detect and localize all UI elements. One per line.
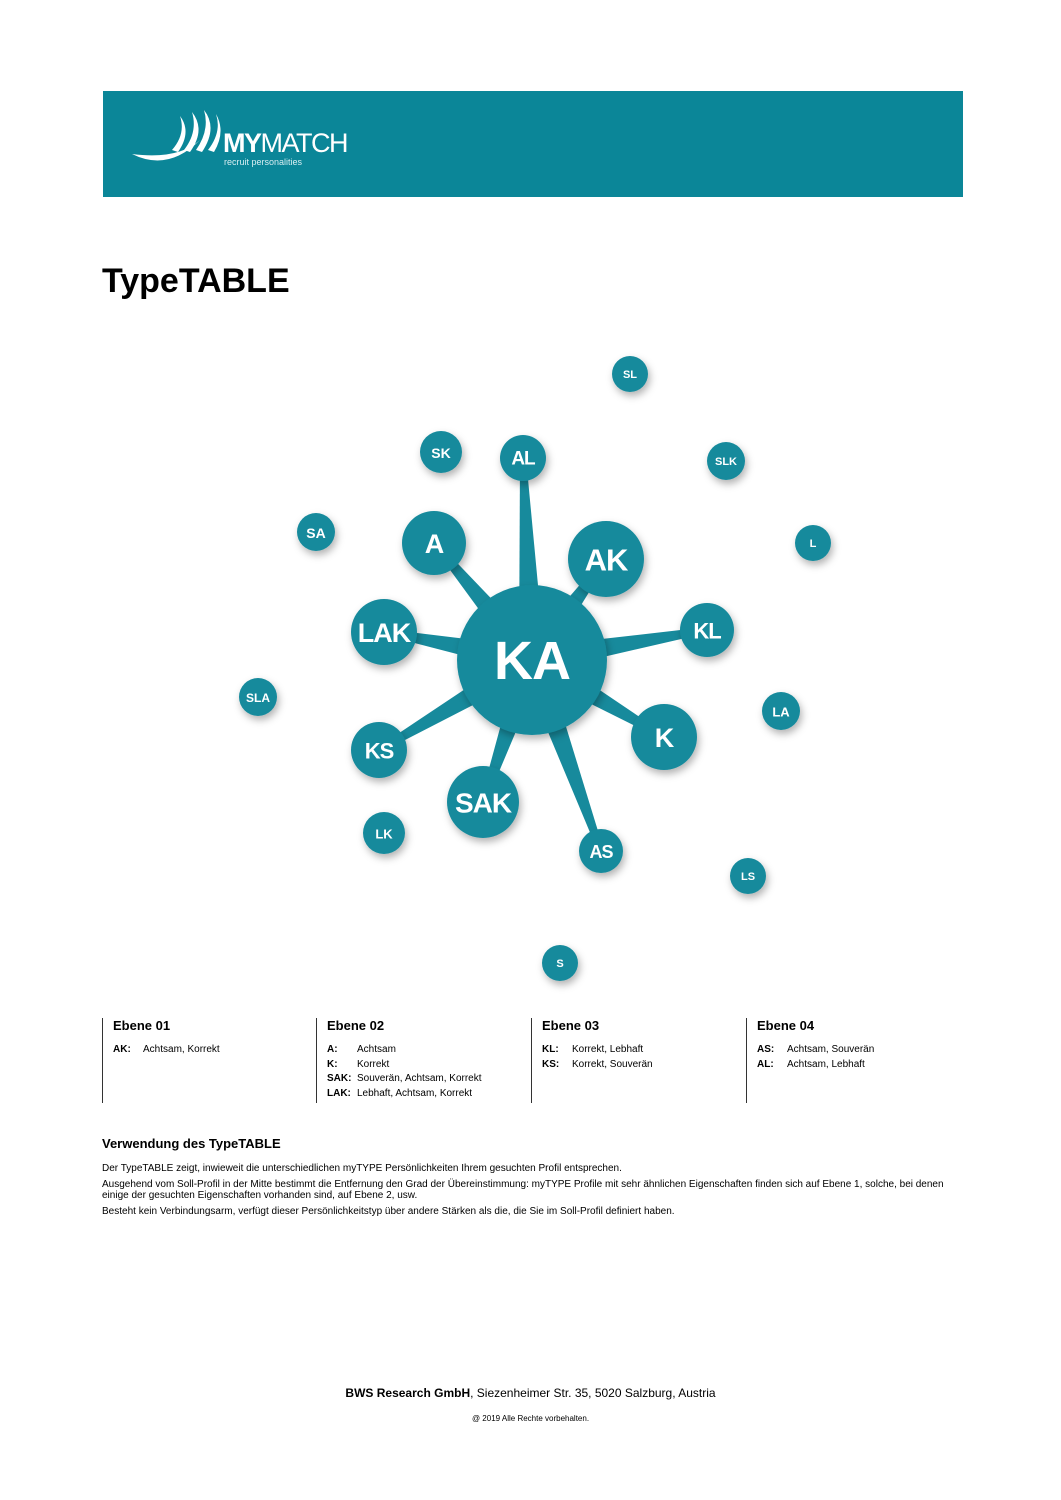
type-node-slk xyxy=(707,442,745,480)
type-node-as-label: AS xyxy=(589,842,613,862)
usage-text xyxy=(102,1163,962,1221)
type-node-ls-label: LS xyxy=(740,871,756,883)
usage-paragraph: Der TypeTABLE zeigt, inwieweit die unterschiedlichen myTYPE Persönlichkeiten Ihrem gesuchten Profil entsprechen. xyxy=(102,1163,622,1174)
center-node xyxy=(457,585,607,735)
legend-item: AS: Achtsam, Souverän xyxy=(757,1044,875,1055)
type-node-sk-label: SK xyxy=(431,445,451,461)
type-node-lak-label: LAK xyxy=(357,618,411,648)
type-node-al xyxy=(500,435,546,481)
type-node-la xyxy=(762,692,800,730)
page-title: TypeTABLE xyxy=(102,262,290,300)
type-node-lk xyxy=(363,812,405,854)
type-node-ks xyxy=(351,722,407,778)
type-node-sla-label: SLA xyxy=(246,691,270,705)
legend-item: AK: Achtsam, Korrekt xyxy=(113,1044,220,1055)
logo-wordmark: MYMATCH xyxy=(223,128,347,158)
type-node-lk-label: LK xyxy=(375,826,393,842)
type-node-s-label: S xyxy=(556,958,564,970)
type-node-sk xyxy=(420,431,462,473)
type-node-kl xyxy=(680,603,734,657)
legend-item: SAK: Souverän, Achtsam, Korrekt xyxy=(327,1073,482,1084)
usage-title: Verwendung des TypeTABLE xyxy=(102,1136,281,1151)
type-node-al-label: AL xyxy=(511,448,535,470)
type-node-ls xyxy=(730,858,766,894)
legend-title: Ebene 04 xyxy=(757,1018,815,1033)
type-node-s xyxy=(542,945,578,981)
type-node-ks-label: KS xyxy=(364,738,394,764)
type-node-l xyxy=(795,525,831,561)
legend-item: A: Achtsam xyxy=(327,1044,396,1055)
type-node-ak-label: AK xyxy=(584,542,628,578)
type-node-kl-label: KL xyxy=(693,618,721,644)
usage-paragraph: Besteht kein Verbindungsarm, verfügt dieser Persönlichkeitstyp über andere Stärken als die, die Sie im Soll-Profil definiert haben. xyxy=(102,1205,675,1217)
footer-copyright: @ 2019 Alle Rechte vorbehalten. xyxy=(471,1414,590,1423)
footer-address: BWS Research GmbH, Siezenheimer Str. 35, 5020 Salzburg, Austria xyxy=(345,1386,716,1400)
type-node-sa xyxy=(297,513,335,551)
legend-level-02 xyxy=(316,1018,516,1103)
legend-item: K: Korrekt xyxy=(327,1058,390,1070)
legend-title: Ebene 01 xyxy=(113,1018,171,1033)
type-node-as xyxy=(579,829,623,873)
type-node-sak-label: SAK xyxy=(454,787,512,819)
legend-level-01 xyxy=(102,1018,302,1103)
center-node-label: KA xyxy=(494,631,570,691)
type-node-sl-label: SL xyxy=(622,369,638,381)
type-node-sak xyxy=(447,766,519,838)
type-node-la-label: LA xyxy=(772,704,790,720)
legend-item: AL: Achtsam, Lebhaft xyxy=(757,1058,865,1070)
legend-item: KS: Korrekt, Souverän xyxy=(542,1058,653,1070)
logo-tagline: recruit personalities xyxy=(224,157,303,167)
type-node-sa-label: SA xyxy=(306,525,326,541)
legend-level-03 xyxy=(531,1018,731,1103)
type-node-ak xyxy=(568,521,644,597)
legend-level-04 xyxy=(746,1018,946,1103)
type-node-l-label: L xyxy=(809,538,817,550)
usage-paragraph: Ausgehend vom Soll-Profil in der Mitte bestimmt die Entfernung den Grad der Übereinstimmung: myTYPE Profile mit sehr ähnlichen Eigenschaften finden sich auf Ebene 1, solche, bei denen einige der gesuchten Eigenschaften vorhanden sind, auf Ebene 2, usw. xyxy=(102,1178,944,1201)
type-node-a-label: A xyxy=(424,529,444,559)
legend-title: Ebene 02 xyxy=(327,1018,385,1033)
type-node-sla xyxy=(239,678,277,716)
type-node-a xyxy=(402,511,466,575)
legend-item: LAK: Lebhaft, Achtsam, Korrekt xyxy=(327,1087,473,1099)
type-node-slk-label: SLK xyxy=(715,456,737,468)
legend-item: KL: Korrekt, Lebhaft xyxy=(542,1044,644,1055)
type-node-sl xyxy=(612,356,648,392)
type-node-lak xyxy=(351,599,417,665)
type-node-k xyxy=(631,704,697,770)
legend-title: Ebene 03 xyxy=(542,1018,600,1033)
type-node-k-label: K xyxy=(654,723,674,753)
